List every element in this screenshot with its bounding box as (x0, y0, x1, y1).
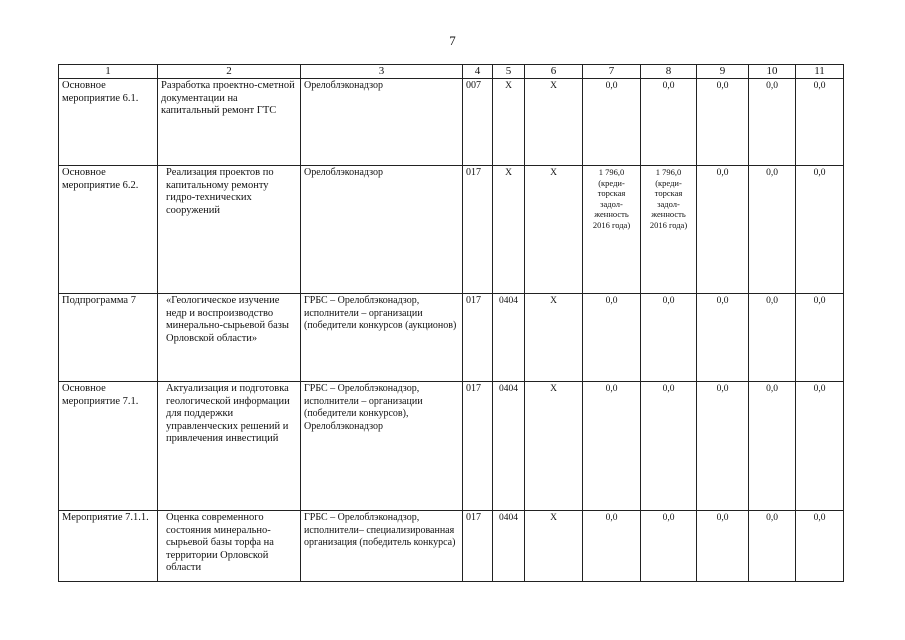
measure-description: Актуализация и подготовка геологической информации для поддержки управленческих решений и привлечения инвестиций (158, 382, 301, 511)
table-row (59, 382, 844, 511)
column-header: 8 (641, 65, 697, 79)
section-code: Х (493, 79, 525, 166)
grbs-code: 017 (463, 511, 493, 582)
column-header: 3 (301, 65, 463, 79)
section-code: 0404 (493, 382, 525, 511)
value-col7: 0,0 (583, 511, 641, 582)
value-col8: 0,0 (641, 294, 697, 382)
column-header: 6 (525, 65, 583, 79)
executor: Орелоблэконадзор (301, 166, 463, 294)
table-row (59, 294, 844, 382)
value-col9: 0,0 (697, 166, 749, 294)
measure-name: Подпрограмма 7 (59, 294, 158, 382)
executor: ГРБС – Орелоблэконадзор, исполнители – организации (победители конкурсов), Орелоблэконадзор (301, 382, 463, 511)
value-col9: 0,0 (697, 511, 749, 582)
column-header: 9 (697, 65, 749, 79)
executor: ГРБС – Орелоблэконадзор, исполнители – организации (победители конкурсов (аукционов) (301, 294, 463, 382)
column-header: 1 (59, 65, 158, 79)
section-code: Х (493, 166, 525, 294)
value-col7: 0,0 (583, 294, 641, 382)
grbs-code: 017 (463, 294, 493, 382)
value-col10: 0,0 (749, 79, 796, 166)
measure-description: «Геологическое изучение недр и воспроизводство минерально-сырьевой базы Орловской области» (158, 294, 301, 382)
column-header: 7 (583, 65, 641, 79)
header-row (59, 65, 844, 79)
measure-name: Основное мероприятие 6.1. (59, 79, 158, 166)
executor: ГРБС – Орелоблэконадзор, исполнители– специализированная организация (победитель конкурса) (301, 511, 463, 582)
value-col7: 1 796,0 (креди-торская задол-женность 2016 года) (583, 166, 641, 294)
measure-name: Мероприятие 7.1.1. (59, 511, 158, 582)
value-col7: 0,0 (583, 382, 641, 511)
target-code: Х (525, 166, 583, 294)
section-code: 0404 (493, 511, 525, 582)
value-col11: 0,0 (796, 511, 844, 582)
value-col11: 0,0 (796, 166, 844, 294)
target-code: Х (525, 79, 583, 166)
measure-description: Оценка современного состояния минерально-сырьевой базы торфа на территории Орловской области (158, 511, 301, 582)
column-header: 10 (749, 65, 796, 79)
measure-description: Реализация проектов по капитальному ремонту гидро-технических сооружений (158, 166, 301, 294)
program-table (58, 64, 844, 582)
table-row (59, 166, 844, 294)
value-col11: 0,0 (796, 294, 844, 382)
column-header: 5 (493, 65, 525, 79)
value-col10: 0,0 (749, 511, 796, 582)
table-row (59, 79, 844, 166)
value-col8: 0,0 (641, 382, 697, 511)
page-number: 7 (449, 33, 456, 48)
value-col11: 0,0 (796, 79, 844, 166)
table-row (59, 511, 844, 582)
measure-description: Разработка проектно-сметной документации на капитальный ремонт ГТС (158, 79, 301, 166)
value-col8: 0,0 (641, 511, 697, 582)
grbs-code: 017 (463, 382, 493, 511)
value-col8: 0,0 (641, 79, 697, 166)
value-col7: 0,0 (583, 79, 641, 166)
target-code: Х (525, 511, 583, 582)
executor: Орелоблэконадзор (301, 79, 463, 166)
target-code: Х (525, 382, 583, 511)
value-col8: 1 796,0 (креди-торская задол-женность 2016 года) (641, 166, 697, 294)
value-col9: 0,0 (697, 294, 749, 382)
value-col9: 0,0 (697, 79, 749, 166)
target-code: Х (525, 294, 583, 382)
value-col9: 0,0 (697, 382, 749, 511)
column-header: 2 (158, 65, 301, 79)
section-code: 0404 (493, 294, 525, 382)
value-col10: 0,0 (749, 166, 796, 294)
column-header: 11 (796, 65, 844, 79)
measure-name: Основное мероприятие 6.2. (59, 166, 158, 294)
column-header: 4 (463, 65, 493, 79)
value-col10: 0,0 (749, 382, 796, 511)
grbs-code: 017 (463, 166, 493, 294)
value-col10: 0,0 (749, 294, 796, 382)
measure-name: Основное мероприятие 7.1. (59, 382, 158, 511)
value-col11: 0,0 (796, 382, 844, 511)
grbs-code: 007 (463, 79, 493, 166)
